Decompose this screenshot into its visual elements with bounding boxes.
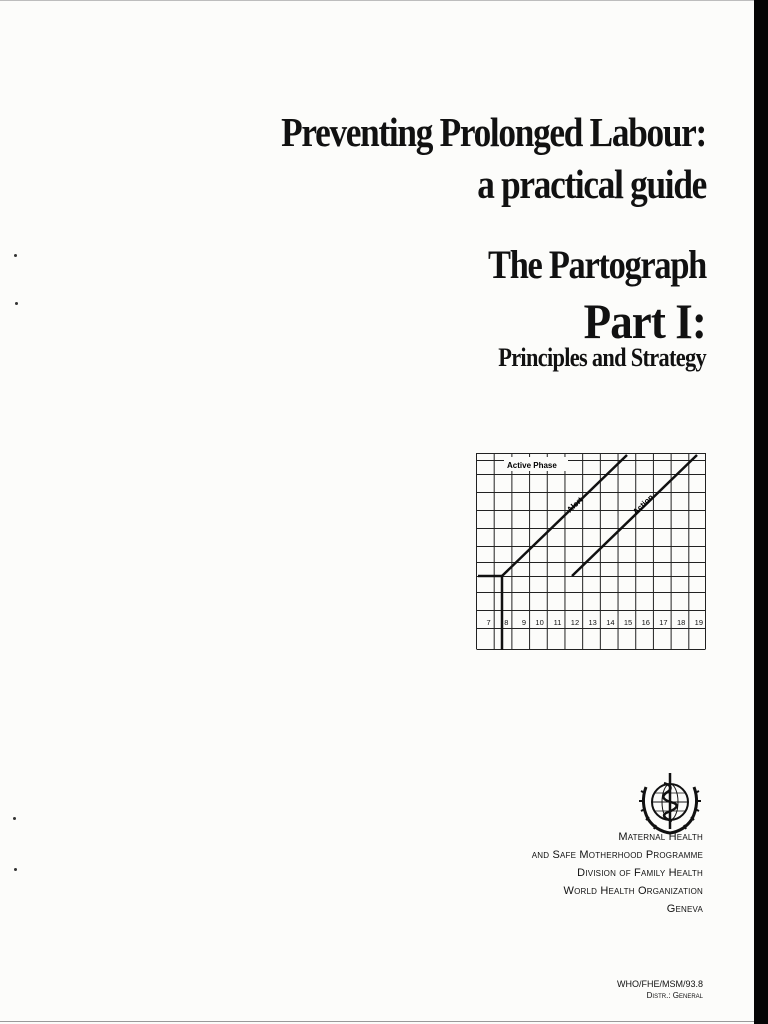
title-line-2: a practical guide <box>477 161 706 207</box>
hour-label: 16 <box>641 618 650 627</box>
scan-edge-right <box>754 0 768 1024</box>
scan-speck <box>14 254 17 257</box>
distribution-note: Distr.: General <box>646 991 703 1000</box>
hour-label: 17 <box>659 618 668 627</box>
partograph-figure <box>476 452 706 650</box>
part-heading: Part I: <box>583 293 706 349</box>
action-line <box>572 455 697 576</box>
org-line-3: Division of Family Health <box>577 867 703 879</box>
document-reference <box>0 978 703 1002</box>
active-phase-label: Active Phase <box>507 461 557 470</box>
org-line-2: and Safe Motherhood Programme <box>531 849 703 861</box>
hour-label: 15 <box>623 618 633 627</box>
organization-block <box>0 828 703 918</box>
action-label: Action <box>631 492 656 517</box>
document-code: WHO/FHE/MSM/93.8 <box>616 979 703 989</box>
hour-label: 18 <box>676 618 686 627</box>
part-subtitle: Principles and Strategy <box>498 343 706 372</box>
hour-label: 14 <box>606 618 615 627</box>
scan-speck <box>13 817 16 820</box>
scan-edge-bottom <box>0 1021 754 1022</box>
hour-label: 7 <box>486 618 491 627</box>
hour-label: 19 <box>694 618 703 627</box>
hour-label: 12 <box>570 618 580 627</box>
partograph-grid <box>476 452 706 650</box>
org-line-1: Maternal Health <box>618 831 703 843</box>
org-line-5: Geneva <box>666 903 703 915</box>
scan-edge-top <box>0 0 754 1</box>
org-line-4: World Health Organization <box>563 885 703 897</box>
title-line-1: Preventing Prolonged Labour: <box>281 109 706 155</box>
hour-label: 13 <box>588 618 597 627</box>
hour-label: 8 <box>504 618 509 627</box>
hour-label: 11 <box>553 618 562 627</box>
hour-label: 10 <box>535 618 544 627</box>
scan-speck <box>15 302 18 305</box>
latent-phase-line <box>478 576 502 650</box>
hour-label: 9 <box>521 618 527 627</box>
subtitle: The Partograph <box>488 242 706 287</box>
alert-label: Alert <box>565 495 585 515</box>
